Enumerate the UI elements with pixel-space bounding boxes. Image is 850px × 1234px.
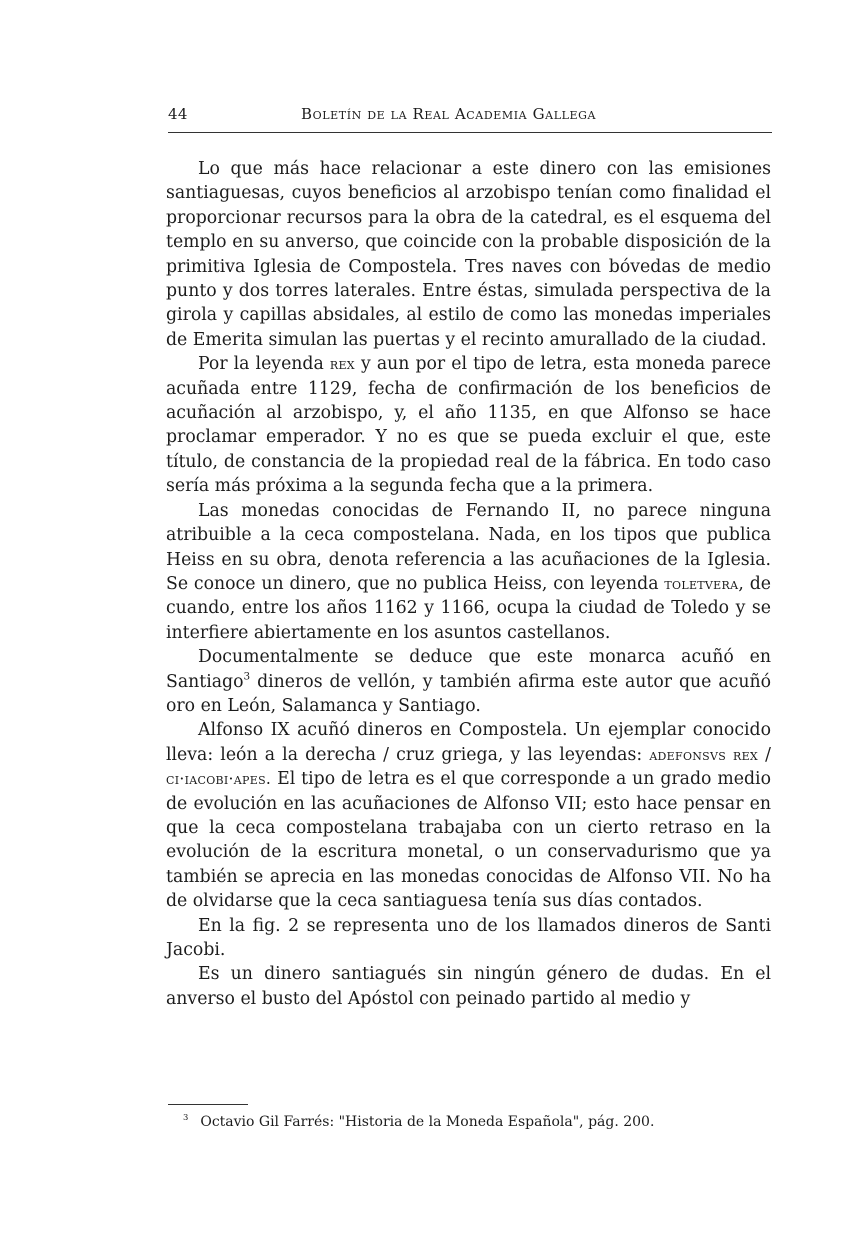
header-rule xyxy=(168,132,772,133)
paragraph-5-text-a: Alfonso IX acuñó dineros en Compostela. Un ejemplar conocido lleva: león a la derecha / cruz griega, y las leyendas: xyxy=(166,720,771,765)
paragraph-2 xyxy=(166,352,771,498)
paragraph-4-text-a: Documentalmente se deduce que este monarca acuñó en Santiago xyxy=(166,647,771,692)
legend-toletvera: toletvera xyxy=(664,574,739,593)
paragraph-7: Es un dinero santiagués sin ningún género de dudas. En el anverso el busto del Apóstol con peinado partido al medio y xyxy=(166,964,771,1009)
paragraph-3-text-a: Las monedas conocidas de Fernando II, no parece ninguna atribuible a la ceca compostelana. Nada, en los tipos que publica Heiss en su obra, denota referencia a las acuñaciones de la Iglesia. Se conoce un dinero, que no publica Heiss, con leyenda xyxy=(166,500,771,594)
paragraph-2-text-b: y aun por el tipo de letra, esta moneda parece acuñada entre 1129, fecha de confirmación de los beneficios de acuñación al arzobispo, y, el año 1135, en que Alfonso se hace proclamar emperador. Y no es que se pueda excluir el que, este título, de constancia de la propiedad real de la fábrica. En todo caso sería más próxima a la segunda fecha que a la primera. xyxy=(166,354,772,497)
footnote-marker: 3 xyxy=(183,1112,189,1123)
paragraph-6: En la fig. 2 se representa uno de los llamados dineros de Santi Jacobi. xyxy=(166,915,771,960)
legend-separator: / xyxy=(765,744,771,765)
footnote-reference: 3 xyxy=(243,670,251,683)
legend-rex: rex xyxy=(329,355,355,374)
legend-adefonsvs-rex: adefonsvs rex xyxy=(649,745,759,764)
paragraph-3 xyxy=(166,499,771,645)
paragraph-2-text-a: Por la leyenda xyxy=(198,354,324,375)
footnote-text: Octavio Gil Farrés: "Historia de la Moneda Española", pág. 200. xyxy=(200,1114,655,1130)
paragraph-4 xyxy=(166,645,771,718)
paragraph-5-text-b: El tipo de letra es el que corresponde a un grado medio de evolución en las acuñaciones de Alfonso VII; esto hace pensar en que la ceca compostelana trabajaba con un cierto retraso en la evolución de la escritura monetal, o un conservadurismo que ya también se aprecia en las monedas conocidas de Alfonso VII. No ha de olvidarse que la ceca santiaguesa tenía sus días contados. xyxy=(166,769,771,912)
footnote xyxy=(183,1113,773,1131)
body-text xyxy=(166,157,771,1011)
paragraph-1: Lo que más hace relacionar a este dinero con las emisiones santiaguesas, cuyos beneficios al arzobispo tenían como finalidad el proporcionar recursos para la obra de la catedral, es el esquema del templo en su anverso, que coincide con la probable disposición de la primitiva Iglesia de Compostela. Tres naves con bóvedas de medio punto y dos torres laterales. Entre éstas, simulada perspectiva de la girola y capillas absidales, al estilo de como las monedas imperiales de Emerita simulan las puertas y el recinto amurallado de la ciudad. xyxy=(166,159,771,350)
paragraph-3-text-b: , de cuando, entre los años 1162 y 1166, ocupa la ciudad de Toledo y se interfiere abiertamente en los asuntos castellanos. xyxy=(166,573,771,643)
footnote-rule xyxy=(168,1104,248,1105)
paragraph-5 xyxy=(166,718,771,913)
running-title: Boletín de la Real Academia Gallega xyxy=(301,105,597,123)
page-number: 44 xyxy=(168,105,188,123)
paragraph-4-text-b: dineros de vellón, y también afirma este autor que acuñó oro en León, Salamanca y Santiago. xyxy=(166,671,772,716)
legend-ci-iacobi-apes: ci·iacobi·apes. xyxy=(166,770,272,789)
